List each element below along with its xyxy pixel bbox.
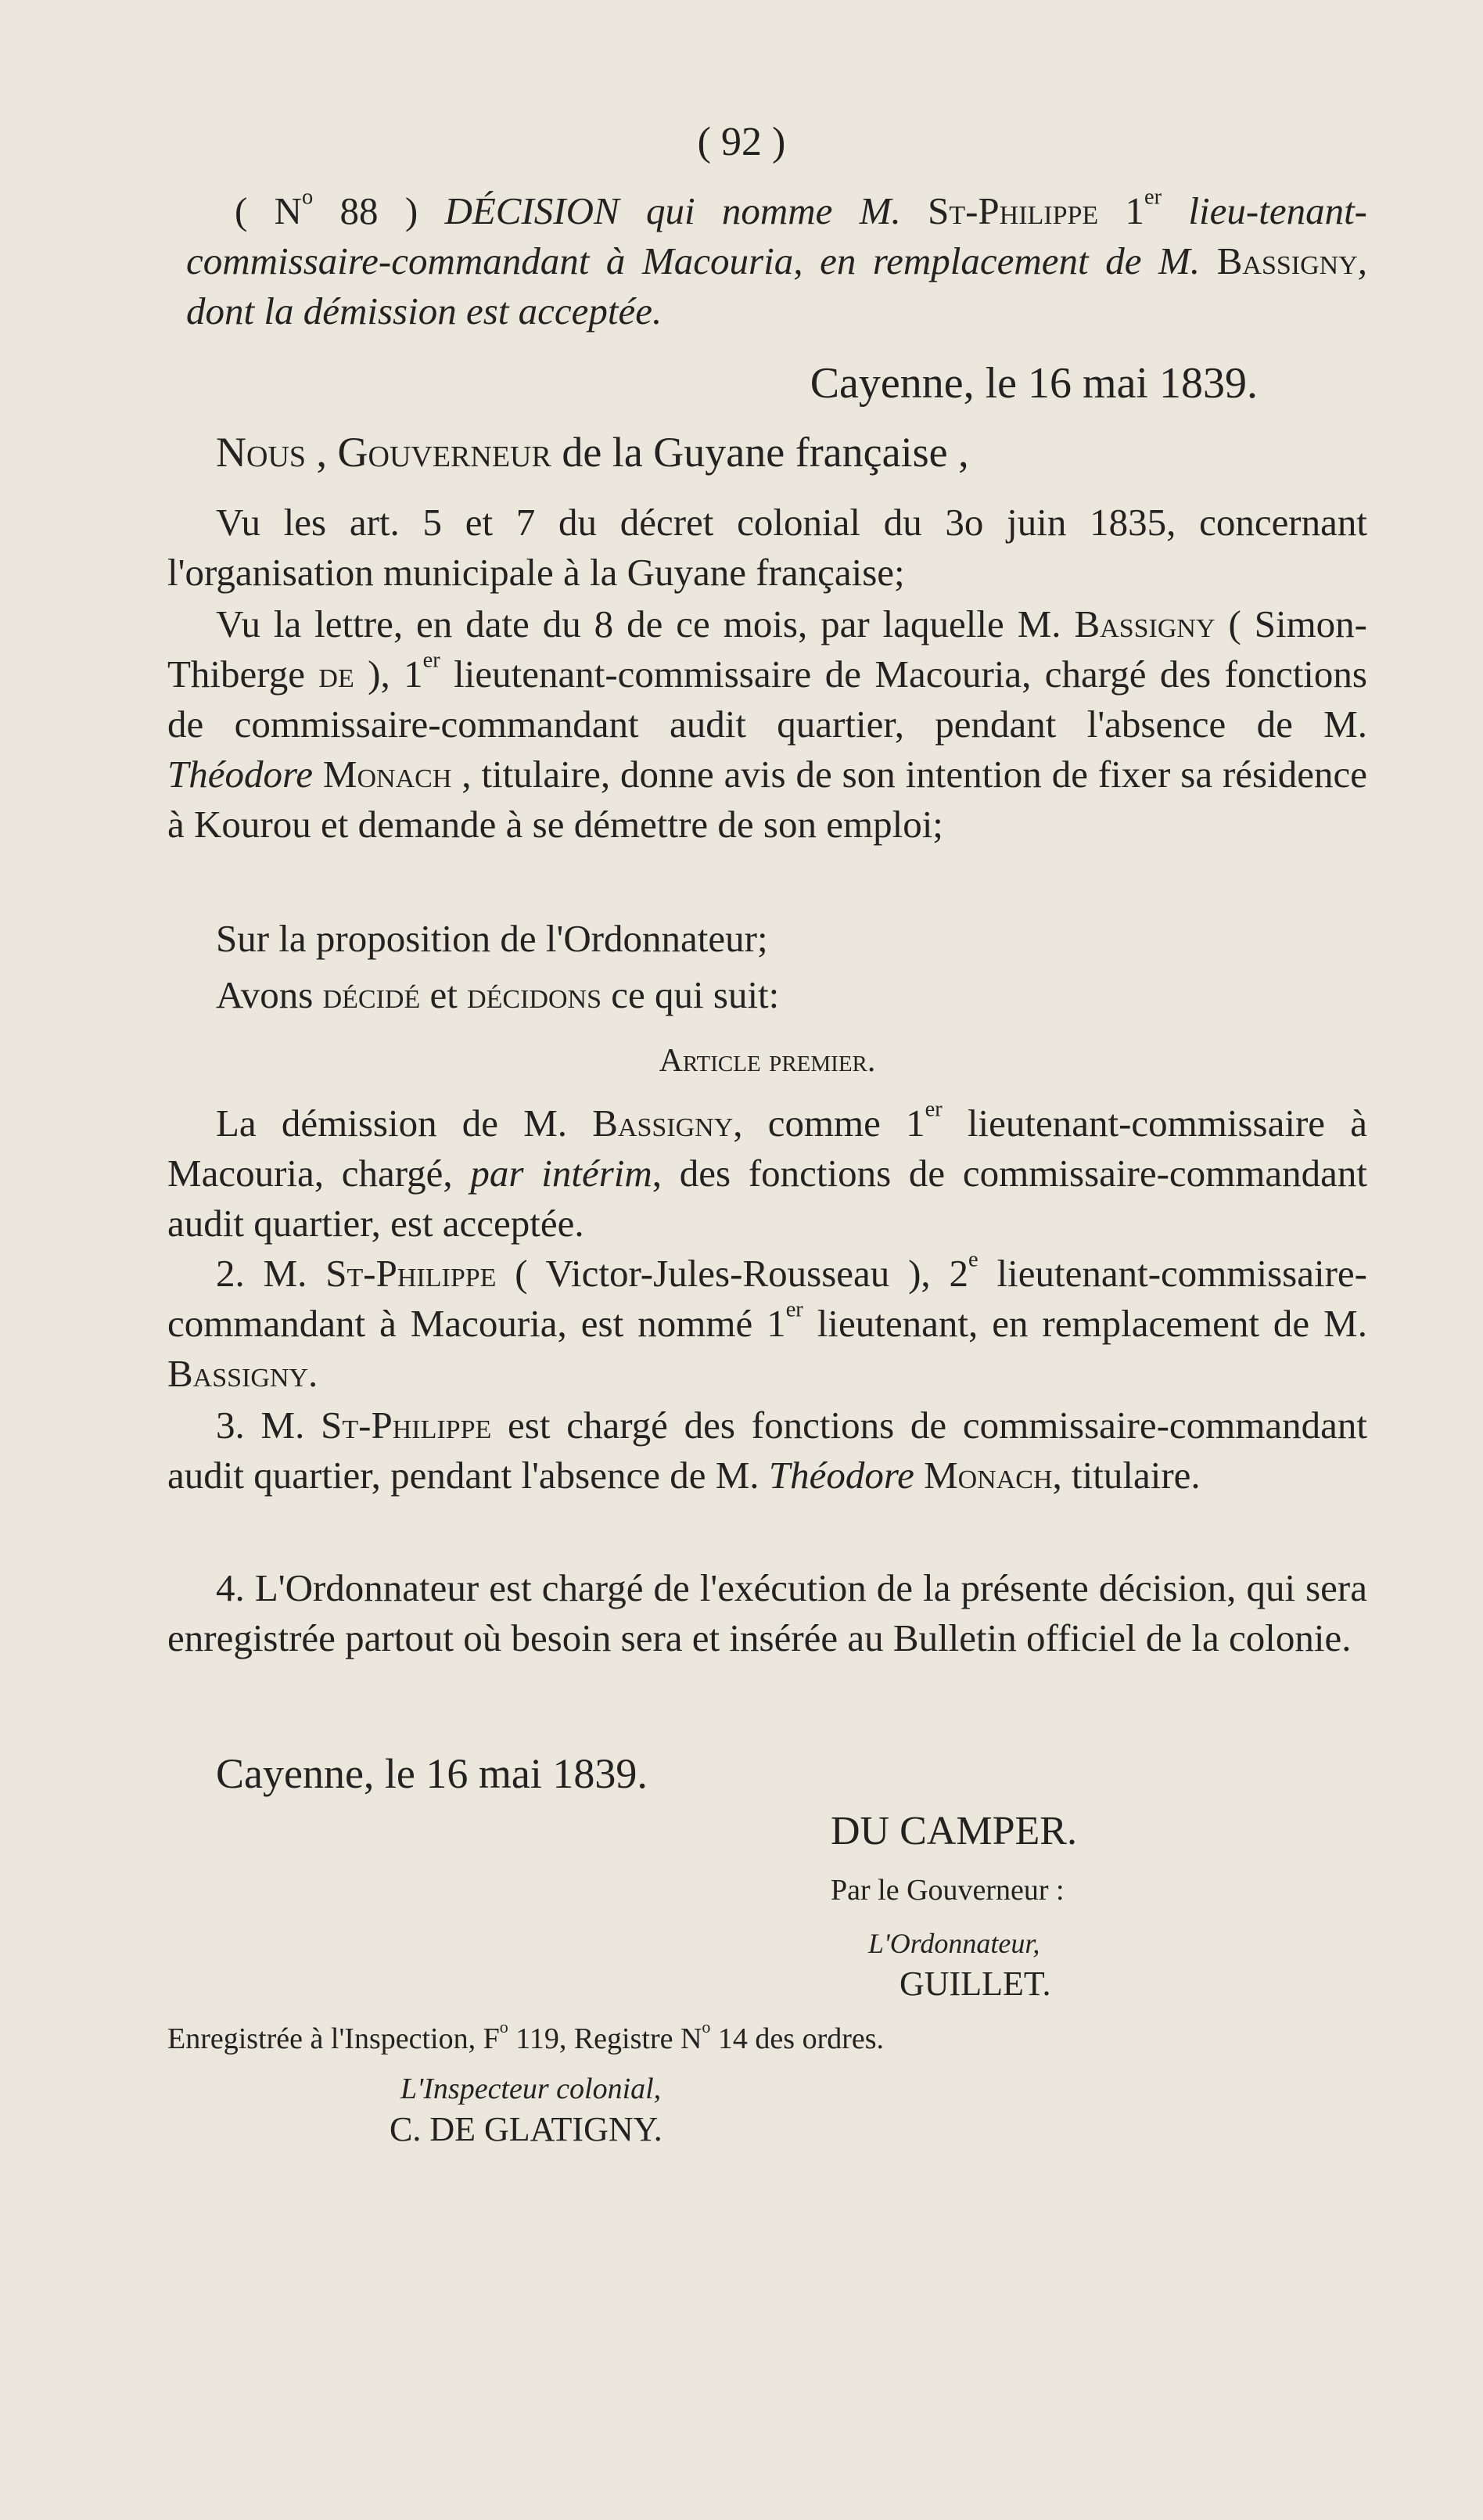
closing-date: Cayenne, le 16 mai 1839.: [216, 1750, 648, 1797]
ordonnateur-title: L'Ordonnateur,: [868, 1928, 1040, 1959]
article-2: 2. M. St-Philippe ( Victor-Jules-Rousseau ), 2e lieutenant-commissaire-commandant à Macouria, est nommé 1er lieutenant, en remplacement de M. Bassigny.: [167, 1247, 1367, 1395]
recital-proposition: Sur la proposition de l'Ordonnateur;: [216, 917, 768, 960]
decision-heading: ( $N^o$ 88 ) DÉCISION qui nomme M. St-Philippe 1er lieu-tenant-commissaire-commandant à Macouria, en remplacement de M. Bassigny, dont la démission est acceptée.: [186, 185, 1367, 333]
recital-vu-lettre: Vu la lettre, en date du 8 de ce mois, par laquelle M. Bassigny ( Simon-Thiberge de ), 1er lieutenant-commissaire de Macouria, chargé des fonctions de commissaire-commandant audit quartier, pendant l'absence de M. Théodore Monach , titulaire, donne avis de son intention de fixer sa résidence à Kourou et demande à se démettre de son emploi;: [167, 602, 1367, 846]
article-4: 4. L'Ordonnateur est chargé de l'exécution de la présente décision, qui sera enregistrée partout où besoin sera et insérée au Bulletin officiel de la colonie.: [167, 1566, 1367, 1659]
authority-statement: Nous , Gouverneur de la Guyane française ,: [216, 429, 969, 476]
recital-vu-articles: Vu les art. 5 et 7 du décret colonial du 3o juin 1835, concernant l'organisation municipale à la Guyane française;: [167, 501, 1367, 594]
article-3: 3. M. St-Philippe est chargé des fonctions de commissaire-commandant audit quartier, pendant l'absence de M. Théodore Monach, titulaire.: [167, 1404, 1367, 1497]
signatory-name: DU CAMPER.: [831, 1809, 1077, 1853]
decision-formula: Avons décidé et décidons ce qui suit:: [216, 973, 780, 1016]
par-le-gouverneur: Par le Gouverneur :: [831, 1874, 1065, 1907]
ordonnateur-name: GUILLET.: [899, 1965, 1051, 2003]
article-1: La démission de M. Bassigny, comme 1er lieutenant-commissaire à Macouria, chargé, par intérim, des fonctions de commissaire-commandant audit quartier, est acceptée.: [167, 1097, 1367, 1245]
dateline: Cayenne, le 16 mai 1839.: [810, 359, 1258, 408]
page-number: ( 92 ): [697, 120, 786, 164]
inspecteur-title: L'Inspecteur colonial,: [400, 2072, 662, 2105]
inspecteur-name: C. DE GLATIGNY.: [390, 2110, 663, 2148]
registration-note: Enregistrée à l'Inspection, $F^o$ 119, Registre $N^o$ 14 des ordres.: [167, 2017, 885, 2055]
article-title: Article premier.: [659, 1043, 876, 1079]
